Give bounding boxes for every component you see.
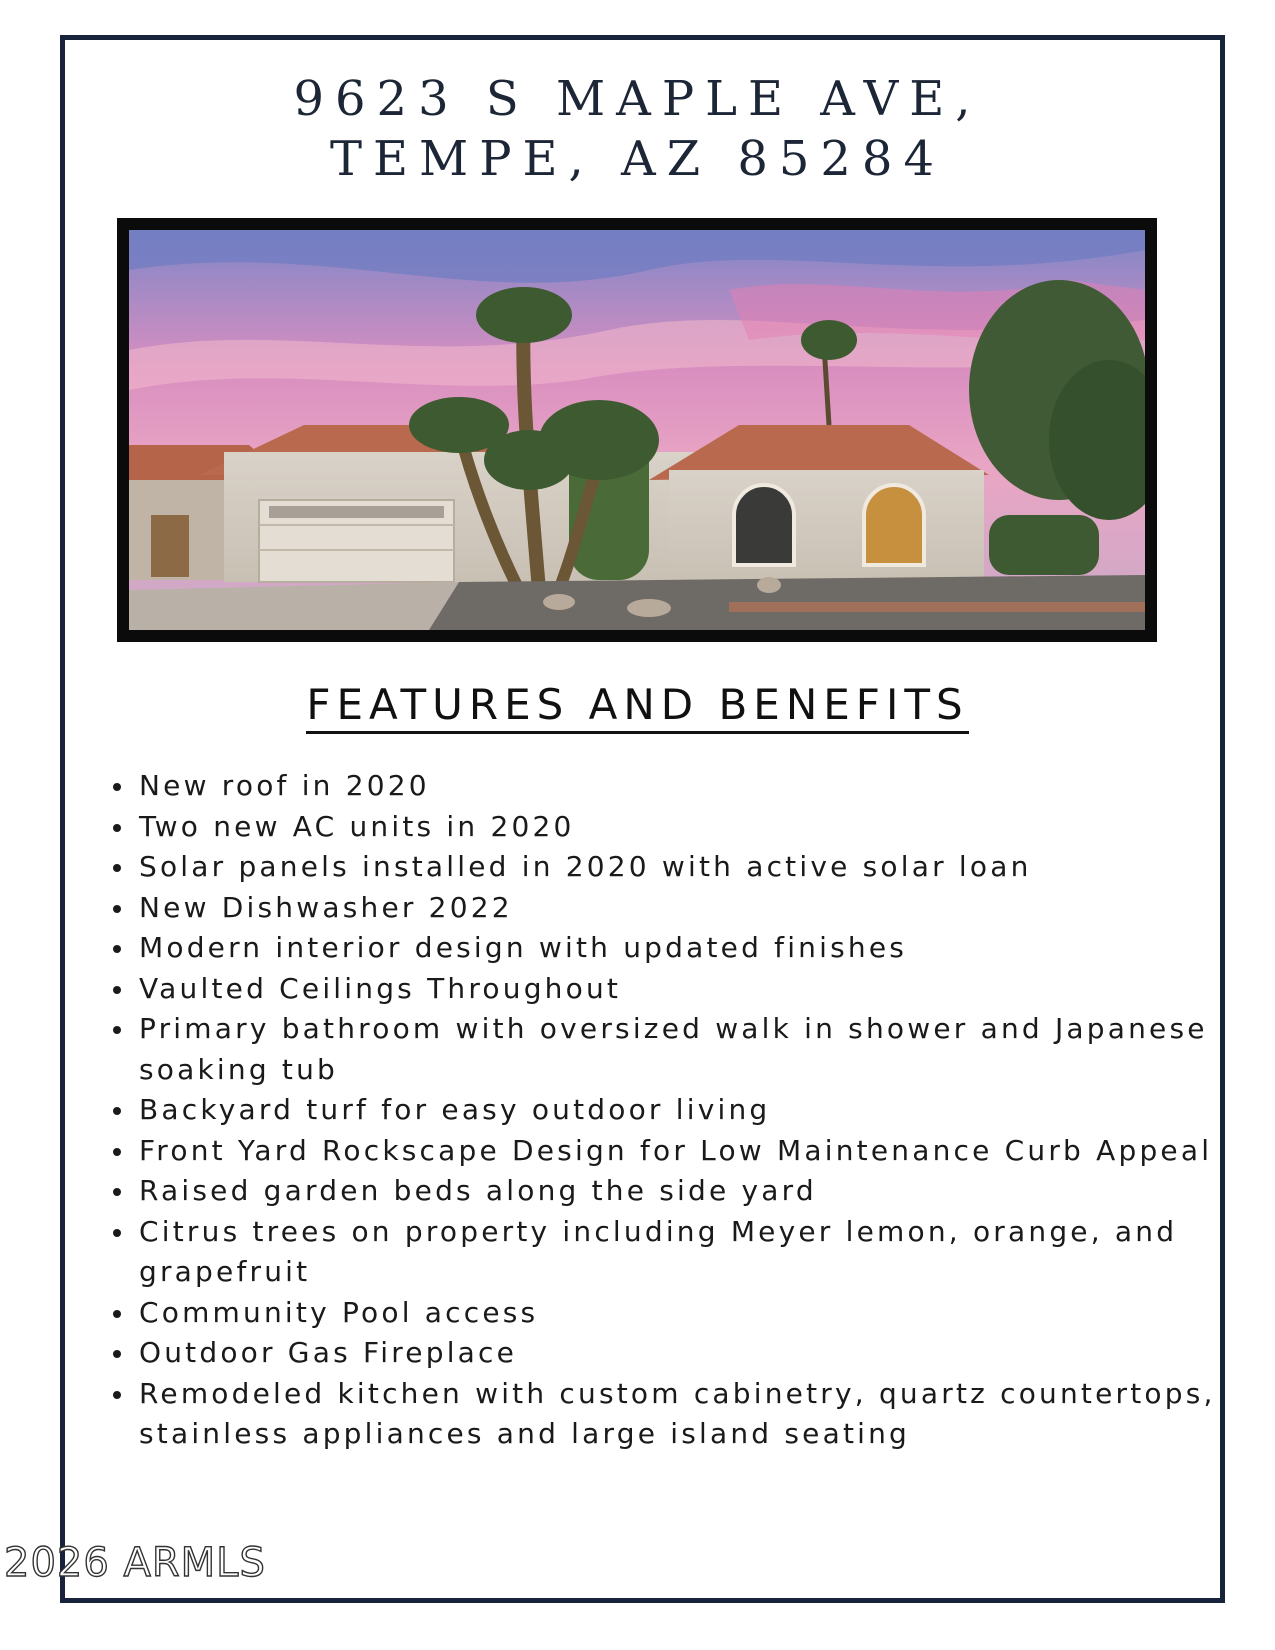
copyright-watermark: 2026 ARMLS xyxy=(4,1540,266,1586)
list-item: Outdoor Gas Fireplace xyxy=(139,1333,1219,1374)
features-list xyxy=(107,766,1219,1455)
address-line-1: 9623 S MAPLE AVE, xyxy=(293,71,982,127)
list-item: Citrus trees on property including Meyer lemon, orange, and grapefruit xyxy=(139,1212,1219,1293)
section-heading: FEATURES AND BENEFITS xyxy=(0,680,1275,729)
list-item: Front Yard Rockscape Design for Low Maintenance Curb Appeal xyxy=(139,1131,1219,1172)
list-item: Primary bathroom with oversized walk in shower and Japanese soaking tub xyxy=(139,1009,1219,1090)
list-item: Solar panels installed in 2020 with active solar loan xyxy=(139,847,1219,888)
address-line-2: TEMPE, AZ 85284 xyxy=(329,131,946,187)
list-item: Modern interior design with updated finishes xyxy=(139,928,1219,969)
house-exterior-photo-icon xyxy=(129,230,1145,630)
list-item: Community Pool access xyxy=(139,1293,1219,1334)
list-item: Two new AC units in 2020 xyxy=(139,807,1219,848)
list-item: New roof in 2020 xyxy=(139,766,1219,807)
house-photo xyxy=(117,218,1157,642)
list-item: Raised garden beds along the side yard xyxy=(139,1171,1219,1212)
list-item: New Dishwasher 2022 xyxy=(139,888,1219,929)
list-item: Backyard turf for easy outdoor living xyxy=(139,1090,1219,1131)
list-item: Vaulted Ceilings Throughout xyxy=(139,969,1219,1010)
list-item: Remodeled kitchen with custom cabinetry, quartz countertops, stainless appliances and large island seating xyxy=(139,1374,1219,1455)
